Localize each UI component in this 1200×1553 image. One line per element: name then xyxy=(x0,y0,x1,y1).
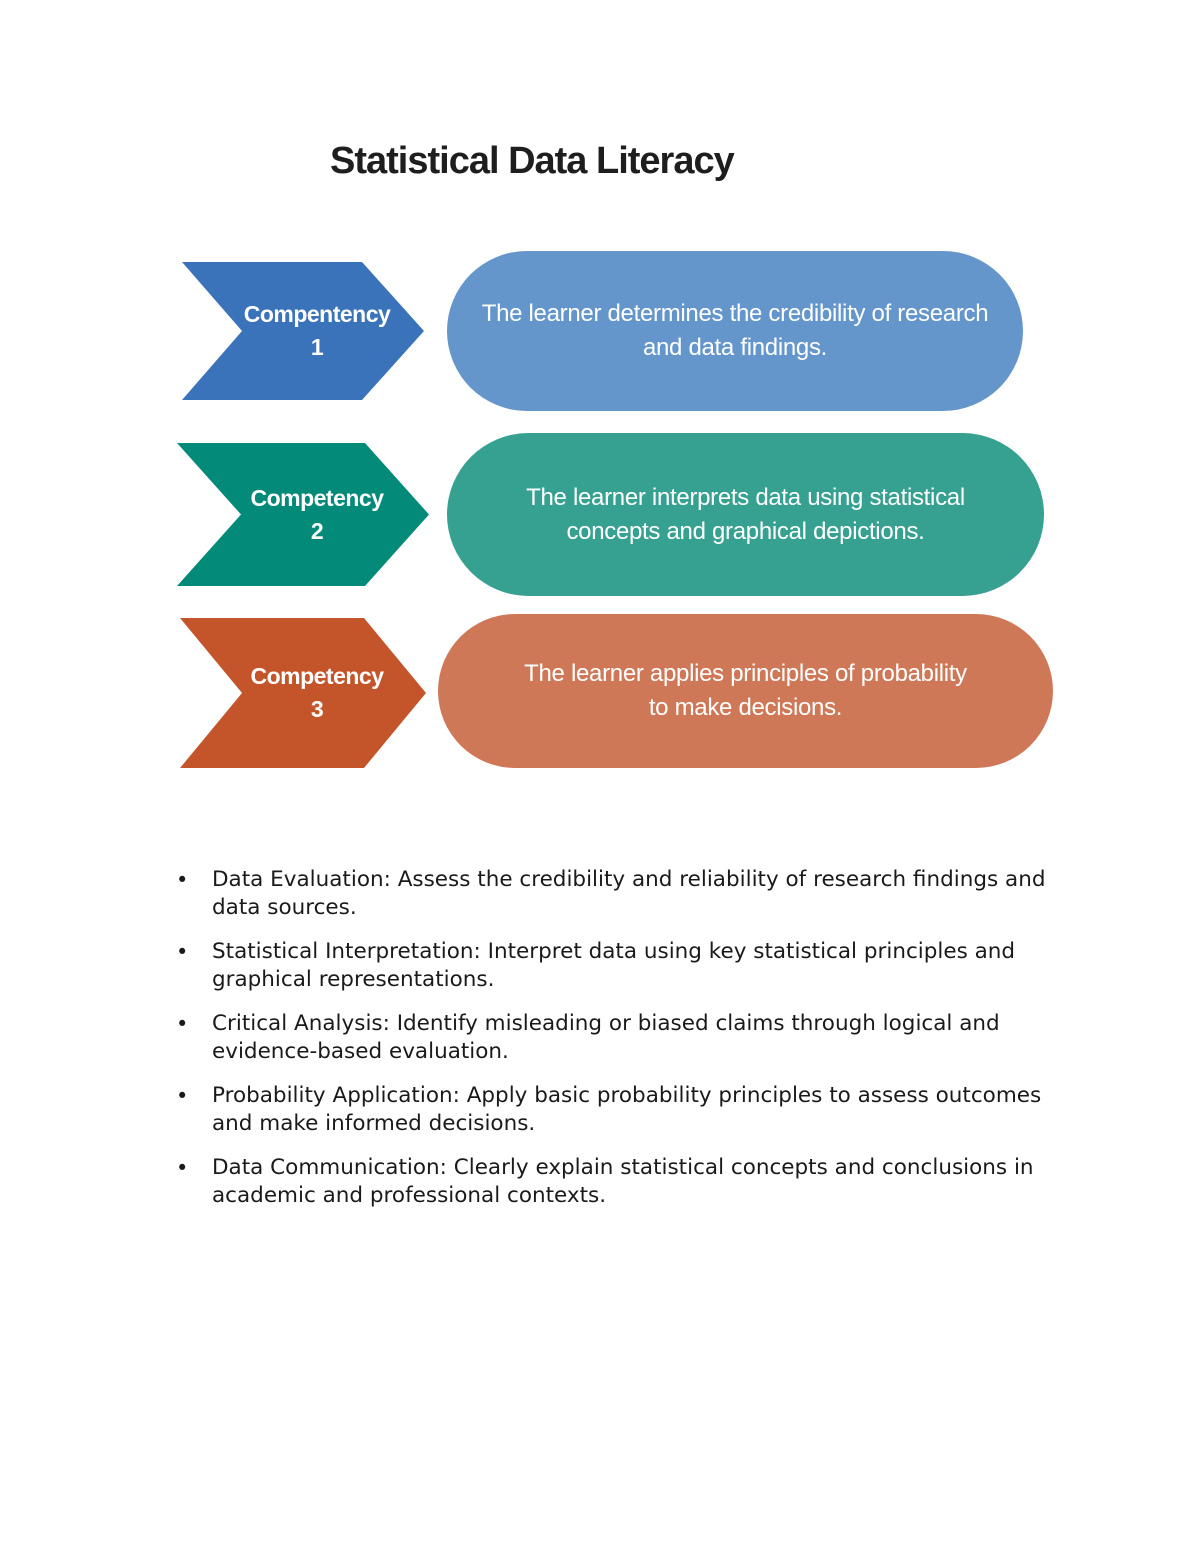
list-item xyxy=(170,938,1060,994)
bullet-icon: • xyxy=(176,940,189,964)
competency-2-chevron xyxy=(175,443,429,586)
list-item xyxy=(170,866,1060,922)
bullet-icon: • xyxy=(176,1012,189,1036)
competency-1-text-line1: The learner determines the credibility of research xyxy=(481,300,989,327)
competency-1-number: 1 xyxy=(310,334,324,360)
competency-1-description xyxy=(447,251,1023,411)
competency-1-chevron xyxy=(180,262,424,400)
list-item-text: Probability Application: Apply basic probability principles to assess outcomes and make informed decisions. xyxy=(212,1083,1042,1136)
list-item-text: Critical Analysis: Identify misleading or biased claims through logical and evidence-based evaluation. xyxy=(212,1011,1000,1064)
competency-3-label: Competency xyxy=(250,663,384,689)
competency-2-label: Competency xyxy=(250,484,384,511)
bullet-icon: • xyxy=(176,1084,189,1108)
competency-2-number: 2 xyxy=(310,517,324,544)
competency-2-description xyxy=(447,433,1044,596)
competency-3-number: 3 xyxy=(310,696,324,722)
list-item xyxy=(170,1082,1060,1138)
competency-3-chevron xyxy=(178,618,426,768)
competency-3-text-line2: to make decisions. xyxy=(648,694,843,721)
competency-3-description xyxy=(438,614,1053,768)
competency-1-label: Compentency xyxy=(243,301,391,327)
list-item-text: Data Evaluation: Assess the credibility and reliability of research findings and data sources. xyxy=(212,867,1046,920)
list-item xyxy=(170,1010,1060,1066)
list-item-text: Data Communication: Clearly explain statistical concepts and conclusions in academic and professional contexts. xyxy=(212,1155,1034,1208)
page-title: Statistical Data Literacy xyxy=(330,140,734,182)
competency-3-text-line1: The learner applies principles of probability xyxy=(524,660,967,687)
bullet-icon: • xyxy=(176,868,189,892)
list-item-text: Statistical Interpretation: Interpret data using key statistical principles and graphical representations. xyxy=(212,939,1016,992)
competency-2-text-line1: The learner interprets data using statistical xyxy=(526,483,965,511)
competency-1-text-line2: and data findings. xyxy=(642,334,828,361)
bullet-list xyxy=(170,866,1060,1226)
bullet-icon: • xyxy=(176,1156,189,1180)
list-item xyxy=(170,1154,1060,1210)
competency-2-text-line2: concepts and graphical depictions. xyxy=(566,517,925,545)
